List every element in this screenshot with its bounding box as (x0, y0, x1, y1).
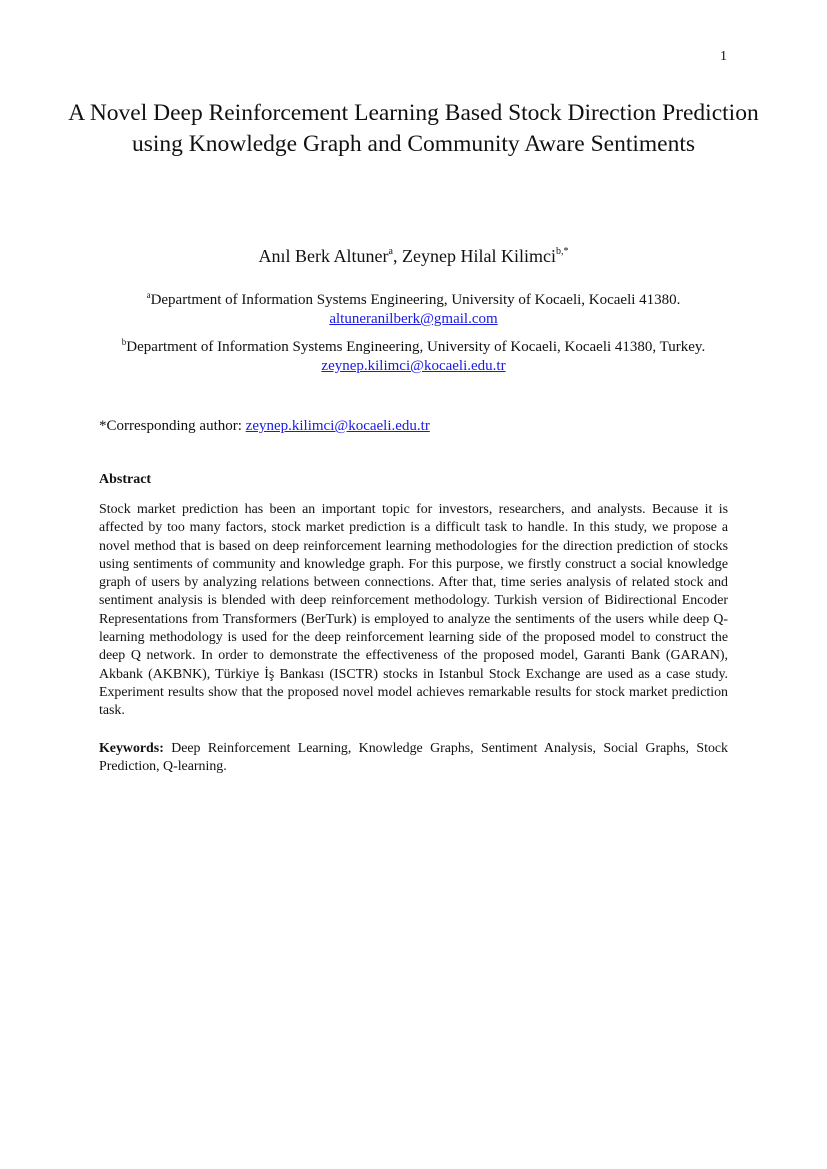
keywords-label: Keywords: (99, 741, 164, 756)
email-link[interactable]: zeynep.kilimci@kocaeli.edu.tr (245, 418, 430, 434)
page-number: 1 (720, 49, 727, 64)
keywords (99, 740, 728, 777)
affiliation-text: Department of Information Systems Engineering, University of Kocaeli, Kocaeli 41380. (150, 292, 681, 308)
author-line (60, 244, 767, 268)
author-affiliation-marker: b,* (555, 246, 569, 257)
abstract-heading: Abstract (99, 472, 152, 487)
email-link[interactable]: altuneranilberk@gmail.com (329, 311, 498, 327)
affiliation-text: Department of Information Systems Engineering, University of Kocaeli, Kocaeli 41380, Turkey. (126, 339, 706, 355)
paper-title: A Novel Deep Reinforcement Learning Based Stock Direction Prediction using Knowledge Graph and Community Aware Sentiments (68, 100, 759, 157)
author-affiliation-marker: a (388, 246, 393, 257)
affiliation-b (100, 338, 727, 376)
author-name: Zeynep Hilal Kilimci (401, 246, 556, 266)
abstract-body: Stock market prediction has been an important topic for investors, researchers, and analysts. Because it is affected by too many factors, stock market prediction is a difficult task to handle. In this study, we propose a novel method that is based on deep reinforcement learning methodologies for the direction prediction of stocks using sentiments of community and knowledge graph. For this purpose, we firstly construct a social knowledge graph of users by analyzing relations between connections. After that, time series analysis of related stock and sentiment analysis is blended with deep reinforcement methodology. Turkish version of Bidirectional Encoder Representations from Transformers (BerTurk) is employed to analyze the sentiments of the users while deep Q-learning methodology is used for the deep reinforcement learning side of the proposed model to construct the deep Q network. In order to demonstrate the effectiveness of the proposed model, Garanti Bank (GARAN), Akbank (AKBNK), Türkiye İş Bankası (ISCTR) stocks in Istanbul Stock Exchange are used as a case study. Experiment results show that the proposed novel model achieves remarkable results for stock market prediction task. (99, 502, 728, 719)
keywords-text: Deep Reinforcement Learning, Knowledge Graphs, Sentiment Analysis, Social Graphs, Stock Prediction, Q-learning. (99, 741, 728, 775)
affiliation-marker: b (121, 337, 127, 347)
corresponding-author (99, 417, 727, 436)
email-link[interactable]: zeynep.kilimci@kocaeli.edu.tr (321, 358, 506, 374)
author-name: Anıl Berk Altuner (258, 246, 389, 266)
affiliation-a (100, 291, 727, 329)
corresponding-label: *Corresponding author: (99, 418, 242, 434)
affiliation-marker: a (146, 290, 151, 300)
author-separator: , (392, 246, 402, 266)
